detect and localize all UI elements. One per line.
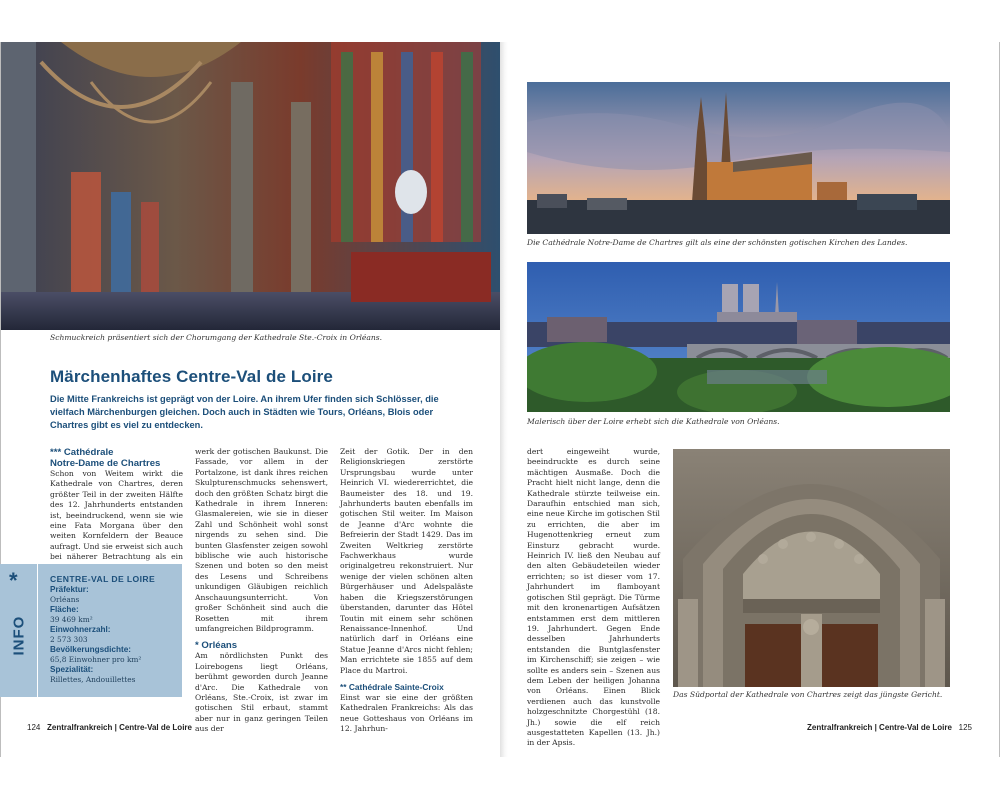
photo-orleans-loire bbox=[527, 262, 950, 412]
info-density: 65,8 Einwohner pro km² bbox=[50, 655, 142, 664]
info-density-label: Bevölkerungsdichte: bbox=[50, 645, 131, 654]
info-specialties-label: Spezialität: bbox=[50, 665, 94, 674]
info-prefecture-label: Präfektur: bbox=[50, 585, 89, 594]
caption-portal: Das Südportal der Kathedrale von Chartres zeigt das jüngste Gericht. bbox=[673, 690, 943, 699]
book-gutter bbox=[500, 42, 508, 757]
heading-chartres-line2: Notre-Dame de Chartres bbox=[50, 458, 161, 469]
heading-sainte-croix: ** Cathédrale Sainte-Croix bbox=[340, 681, 444, 692]
info-content bbox=[50, 574, 180, 685]
body-sainte-croix-continued: dert eingeweiht wurde, beeindruckte es durch seine mächtigen Ausmaße. Doch die Pracht hielt nicht lange, denn die Kathedrale stürzte teilweise ein. Daraufhin entschied man sich, eine neue Kirche im gotischen Stil zu errichten, die aber im Hugenottenkrieg erneut zum Einsturz gebracht wurde. Heinrich IV. ließ den Neubau auf den alten Gebäudeteilen wieder errichten; so ist dieser vom 17. Jahrhundert im flamboyant gotischen Stil geprägt. Die Türme mit den kronenartigen Aufsätzen entstammen erst dem mittleren 19. Jahrhundert. Gegen Ende desselben Jahrhunderts entstanden die Buntglasfenster im Kirchenschiff; sie zeigen – wie sollte es anders sein – Szenen aus dem Leben der heiligen Johanna von Orléans. Einen Blick verdienen auch das kunstvolle holzgeschnitzte Chorgestühl (18. Jh.) sowie die elf reich ausgestatteten Kapellen (13. Jh.) in der Apsis. bbox=[527, 447, 660, 748]
text-column-3 bbox=[340, 447, 473, 735]
body-sainte-croix: Einst war sie eine der größten Kathedralen Frankreichs: Als das neue Gotteshaus von Orléans im 12. Jahrhun- bbox=[340, 692, 473, 734]
body-chartres-continued: werk der gotischen Baukunst. Die Fassade, vor allem in der Portalzone, ist dank ihres reichen Skulpturenschmucks sehenswert, doch den größten Schatz birgt die Kathedrale in ihrem Inneren: Glasmalereien, wie sie in dieser Zahl und Schönheit wohl sonst nirgends zu sehen sind. Die bunten Glasfenster zeigen sowohl biblische wie auch historische Szenen und boten so den meist des Lesens und Schreibens unkundigen Gläubigen reichlich Anschauungsunterricht. Von großer Schönheit sind auch die Rosetten mit ihrem umfangreichen Bildprogramm. bbox=[195, 447, 328, 633]
heading-orleans: * Orléans bbox=[195, 640, 238, 652]
footer-right bbox=[807, 723, 972, 732]
page-number-right: 125 bbox=[958, 723, 972, 732]
info-specialties: Rillettes, Andouillettes bbox=[50, 675, 136, 684]
info-box bbox=[0, 564, 182, 697]
info-population-label: Einwohnerzahl: bbox=[50, 625, 111, 634]
photo-chartres-dusk bbox=[527, 82, 950, 234]
info-title: CENTRE-VAL DE LOIRE bbox=[50, 574, 156, 584]
running-head-left: Zentralfrankreich | Centre-Val de Loire bbox=[47, 723, 192, 732]
body-orleans-continued: Zeit der Gotik. Der in den Religionskriegen zerstörte Ursprungsbau wurde unter Heinrich VI. wiedererrichtet, die Baumeister des 18. und 19. Jahrhunderts bauten ebenfalls im gotischen Stil weiter. Im Maison de Jeanne d'Arc wohnte die Befreierin der Stadt 1429. Das im Zweiten Weltkrieg zerstörte Fachwerkhaus wurde originalgetreu rekonstruiert. Nur wenige der vielen schönen alten Bürgerhäuser und Adelspaläste haben die Kriegszerstörungen überstanden, darunter das Hôtel Toutin mit einem sehr schönen Renaissance-Innenhof. Und natürlich darf in Orléans eine Statue Jeanne d'Arcs nicht fehlen; Man errichtete sie 1855 auf dem Place du Martroi. bbox=[340, 447, 473, 675]
caption-orleans-loire: Malerisch über der Loire erhebt sich die Kathedrale von Orléans. bbox=[527, 417, 780, 426]
text-column-4 bbox=[527, 447, 660, 749]
info-area: 39 469 km² bbox=[50, 615, 93, 624]
heading-chartres-line1: *** Cathédrale bbox=[50, 447, 114, 458]
article-title: Märchenhaftes Centre-Val de Loire bbox=[50, 367, 333, 386]
body-chartres: Schon von Weitem wirkt die Kathedrale von Chartres, deren größter Teil in der zweiten Hälfte des 12. Jahrhunderts entstanden ist, beeindruckend, wenn sie wie eine Fata Morgana über den weiten Kornfeldern der Beauce aufragt. Und sie erweist sich auch bei näherer Betrachtung als ein bbox=[50, 469, 183, 562]
info-area-label: Fläche: bbox=[50, 605, 79, 614]
asterisk-icon: * bbox=[9, 568, 18, 593]
text-column-1 bbox=[50, 447, 183, 573]
caption-interior: Schmuckreich präsentiert sich der Chorumgang der Kathedrale Ste.-Croix in Orléans. bbox=[50, 333, 383, 342]
page-number-left: 124 bbox=[27, 723, 41, 732]
footer-left bbox=[27, 723, 192, 732]
info-population: 2 573 303 bbox=[50, 635, 88, 644]
photo-chartres-portal bbox=[673, 449, 950, 687]
text-column-2 bbox=[195, 447, 328, 735]
info-prefecture: Orléans bbox=[50, 595, 80, 604]
info-tab-label: INFO bbox=[10, 615, 28, 656]
photo-cathedral-interior bbox=[1, 42, 500, 330]
info-tab bbox=[0, 564, 38, 697]
body-orleans: Am nördlichsten Punkt des Loirebogens liegt Orléans, berühmt geworden durch Jeanne d'Arc. Die Kathedrale von Orléans, Ste.-Croix, ist zwar im gotischen Stil erbaut, stammt aber nur in ganz geringen Teilen aus der bbox=[195, 651, 328, 734]
caption-chartres-dusk: Die Cathédrale Notre-Dame de Chartres gilt als eine der schönsten gotischen Kirchen des Landes. bbox=[527, 238, 908, 247]
running-head-right: Zentralfrankreich | Centre-Val de Loire bbox=[807, 723, 952, 732]
article-lead: Die Mitte Frankreichs ist geprägt von der Loire. An ihrem Ufer finden sich Schlösser, die vielfach Märchenburgen gleichen. Doch auch in Städten wie Tours, Orléans, Blois oder Chartres gibt es viel zu entdecken. bbox=[50, 394, 439, 430]
